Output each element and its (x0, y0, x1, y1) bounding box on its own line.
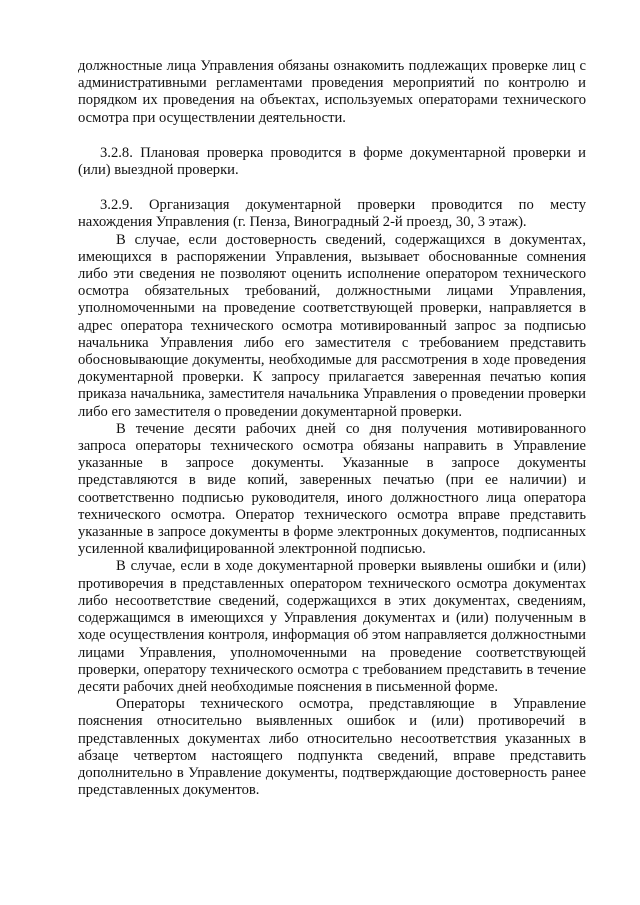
paragraph-explanations: Операторы технического осмотра, представляющие в Управление пояснения относительно выявленных ошибок и (или) противоречий в представленных документах либо относительно несоответствия указанных в абзаце четвертом настоящего подпункта сведений, вправе представить дополнительно в Управление документы, подтверждающие достоверность ранее представленных документов. (78, 696, 586, 799)
paragraph-request: В случае, если достоверность сведений, содержащихся в документах, имеющихся в распоряжении Управления, вызывает обоснованные сомнения либо эти сведения не позволяют оценить исполнение оператором технического осмотра обязательных требований, должностными лицами Управления, уполномоченными на проведение соответствующей проверки, направляется в адрес оператора технического осмотра мотивированный запрос за подписью начальника Управления либо его заместителя с требованием представить обосновывающие документы, необходимые для рассмотрения в ходе проведения документарной проверки. К запросу прилагается заверенная печатью копия приказа начальника, заместителя начальника Управления о проведении проверки либо его заместителя о проведении документарной проверки. (78, 231, 586, 420)
paragraph-deadline: В течение десяти рабочих дней со дня получения мотивированного запроса операторы технического осмотра обязаны направить в Управление указанные в запросе документы. Указанные в запросе документы представляются в виде копий, заверенных печатью (при ее наличии) и соответственно подписью руководителя, иного должностного лица оператора технического осмотра. Оператор технического осмотра вправе представить указанные в запросе документы в форме электронных документов, подписанных усиленной квалифицированной электронной подписью. (78, 420, 586, 558)
paragraph-spacer (78, 179, 586, 197)
paragraph-intro: должностные лица Управления обязаны ознакомить подлежащих проверке лиц с административными регламентами проведения мероприятий по контролю и порядком их проведения на объектах, используемых операторами технического осмотра при осуществлении деятельности. (78, 58, 586, 126)
paragraph-spacer (78, 127, 586, 145)
document-page (78, 58, 586, 799)
paragraph-errors: В случае, если в ходе документарной проверки выявлены ошибки и (или) противоречия в представленных оператором технического осмотра документах либо несоответствие сведений, содержащихся в этих документах, сведениям, содержащимся в имеющихся у Управления документах и (или) полученным в ходе осуществления контроля, информация об этом направляется должностными лицами Управления, уполномоченными на проведение соответствующей проверки, оператору технического осмотра с требованием представить в течение десяти рабочих дней необходимые пояснения в письменной форме. (78, 558, 586, 695)
paragraph-3-2-8: 3.2.8. Плановая проверка проводится в форме документарной проверки и (или) выездной проверки. (78, 144, 586, 179)
paragraph-3-2-9: 3.2.9. Организация документарной проверки проводится по месту нахождения Управления (г. Пенза, Виноградный 2-й проезд, 30, 3 этаж). (78, 197, 586, 231)
